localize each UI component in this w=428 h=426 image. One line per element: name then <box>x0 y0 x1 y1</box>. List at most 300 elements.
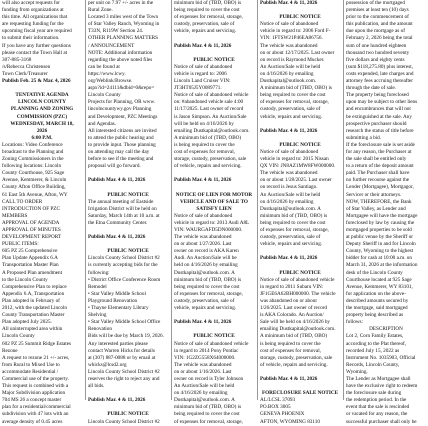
notice-text-line: at public venue by the Sheriff or <box>346 234 414 241</box>
notice-text-line: of expenses for removal, storage, <box>174 14 243 21</box>
notice-heading: PUBLIC NOTICE <box>193 333 235 340</box>
notice-text-line: Lincoln Land Cruiser VIN: <box>174 78 231 85</box>
notice-text-line: AFTON, WYOMING 83110 <box>260 418 320 425</box>
notice-text-line: Instrument No. 1035903, Official <box>346 354 416 361</box>
notice-text-line <box>2 85 82 92</box>
notice-text-line: on record is Jesus Santiago. <box>260 184 318 191</box>
notice-text-line: for application on the above- <box>346 290 406 297</box>
notice-heading: FORECLOSURE SALE NOTICE <box>261 390 339 397</box>
notice-text-line: prospective purchaser should <box>346 120 407 127</box>
notice-text-line: The vehicle was abandoned <box>260 42 318 49</box>
notice-text-line: Plan adopted July 2025. <box>2 319 52 326</box>
publish-dates: Publish Feb. 25 & Mar. 4, 2026 <box>2 78 71 85</box>
notice-text-line: Dustkapital@outlook.com. A <box>260 205 321 212</box>
notice-text-line: County Transportation Master <box>2 312 65 319</box>
notice-text-line: DESCRIPTION <box>369 326 403 333</box>
column-2 <box>88 0 168 425</box>
notice-text-line: the foreclosure sale during <box>346 390 402 397</box>
column-1 <box>2 0 82 425</box>
notice-text-line: is being required to cover the <box>174 141 235 148</box>
notice-text-line: of Star Valley Ranch, Wyoming in <box>88 21 160 28</box>
notice-text-line <box>88 390 168 397</box>
notice-text-line: An Auction/Sale will be held <box>260 191 321 198</box>
notice-text-line: Notice of sale of abandoned vehicle <box>174 92 249 99</box>
notice-text-line: Plan Update Appendix 6.A <box>2 255 58 262</box>
notice-text-line: Dustkapital@outlook.com. <box>260 78 317 85</box>
notice-text-line: /s/Rebecca Christensen <box>2 63 51 70</box>
notice-text-line <box>88 404 168 411</box>
notice-heading: PUBLIC NOTICE <box>279 141 321 148</box>
notice-text-line: to provide input. Those planning <box>88 141 156 148</box>
notice-text-line: of vehicle, repairs and servicing. <box>260 361 328 368</box>
notice-text-line: An Auction/Sale will be held <box>260 63 321 70</box>
notice-text-line: Town Clerk/Treasurer <box>2 70 48 77</box>
notice-text-line: to attend the public hearing and <box>88 134 154 141</box>
notice-text-line: Notice of sale of abandoned vehicle <box>174 340 249 347</box>
column-rule <box>343 0 344 400</box>
notice-text-line: An Auction/Sale will be held <box>174 383 235 390</box>
publish-dates: Publish Mar. 4 & 11, 2026 <box>174 319 232 326</box>
notice-text-line: according to the Plat thereof, <box>346 340 407 347</box>
notice-text-line: research the status of title before <box>346 127 414 134</box>
notice-text-line: County Afton Office Building, <box>2 184 66 191</box>
notice-heading: PUBLIC NOTICE <box>107 248 149 255</box>
notice-text-line: plan for a residential/commercial <box>2 404 71 411</box>
notice-text-line: on or about 12/17/2025. Last owner <box>260 49 335 56</box>
notice-text-line: on 4/16/2026 by emailing <box>260 198 314 205</box>
notice-text-line: JT3HT05J5Y0089771. <box>174 85 222 92</box>
column-5 <box>346 0 426 425</box>
column-3 <box>174 0 254 425</box>
notice-text-line: MEMBERS <box>2 212 28 219</box>
notice-text-line: through the date of sale. <box>346 85 396 92</box>
notice-text-line: 602 PZ 25 Summit Ridge Estates <box>2 340 72 347</box>
notice-text-line: All interested citizens are invited <box>88 127 157 134</box>
notice-text-line: successful purchaser shall only be <box>346 418 417 425</box>
notice-text-line: minimum bid of (TBD, OBO) is <box>260 212 328 219</box>
notice-text-line <box>88 170 168 177</box>
notice-text-line <box>174 184 254 191</box>
notice-text-line: of expenses for removal, storage, <box>260 227 329 233</box>
notice-text-line: be extinguished at the sale. Any <box>346 113 412 120</box>
notice-text-line: to submit their information. <box>2 35 60 42</box>
notice-text-line: premises at least ten (10) days <box>346 7 409 14</box>
notice-text-line <box>174 170 254 177</box>
notice-text-line: vehicle is regard to: 2006 <box>174 70 227 77</box>
notice-text-line: all bids. <box>88 383 105 390</box>
publish-dates: Publish Mar. 4 & 11, 2026 <box>88 234 146 241</box>
notice-text-line: Notice of sale of abandoned <box>174 212 233 219</box>
notice-text-line: If the foreclosure sale is set aside <box>346 141 415 148</box>
notice-text-line: the Etna Community Center. <box>88 219 148 226</box>
notice-text-line: Notice of sale of abandoned vehicle <box>260 276 335 283</box>
notice-text-line: minimum bid of (TBD, OBO) is <box>174 404 242 411</box>
notice-text-line: The Lender as Mortgagee shall <box>346 375 411 382</box>
notice-text-line: vehicle in regard to: 2006 Ford F- <box>260 28 331 35</box>
notice-text-line: five dollars and eighty cents <box>346 56 405 63</box>
notice-text-line: minimum bid of (TBD, OBO) is <box>174 276 242 283</box>
notice-text-line: The vehicle was abandoned <box>174 361 232 368</box>
publish-dates: Publish Mar. 4 & 11, 2026 <box>174 42 232 49</box>
notice-text-line: following locations: Lincoln <box>2 163 62 170</box>
notice-text-line: for any reason, the Purchaser at <box>346 148 412 155</box>
notice-text-line: org/Weblink/Browse. <box>88 78 133 85</box>
notice-text-line: accommodate Residential / <box>2 368 59 375</box>
notice-text-line <box>88 227 168 234</box>
column-rule <box>85 0 86 400</box>
notice-text-line: 2012, with the updated Lincoln <box>2 305 67 312</box>
publish-dates: Publish Mar. 4 & 11, 2026 <box>260 375 318 382</box>
notice-text-line: QX VIN: JN8AZ1MW8FW000000. <box>260 163 336 170</box>
notice-text-line: is currently accepting bids for the <box>88 262 158 269</box>
notice-text-line: GENEVA PHOENIX <box>260 411 305 418</box>
notice-text-line: County Courthouse, 925 Sage <box>2 170 65 177</box>
notice-text-line: vehicle, repairs and servicing. <box>260 113 323 120</box>
notice-text-line: CALL TO ORDER <box>2 198 43 205</box>
notice-text-line: A minimum bid of (TBD, OBO) <box>260 333 328 340</box>
column-4 <box>260 0 340 425</box>
notice-text-line: Remodel <box>88 283 107 290</box>
notice-text-line: submitting a bid. <box>346 134 382 141</box>
notice-text-line: Located 3 miles west of the Town <box>88 14 159 21</box>
notice-text-line: March 31, 2026 at the information <box>346 262 418 269</box>
notice-text-line: All uninterrupted area within <box>2 326 63 333</box>
notice-text-line: Notice of sale of abandoned <box>260 148 319 155</box>
notice-text-line: storage, custody, preservation, sale <box>174 156 247 163</box>
notice-heading: LINCOLN COUNTY <box>18 99 66 106</box>
notice-text-line <box>260 121 340 128</box>
notice-heading: NOTICE OF LIEN FOR MOTOR <box>175 191 253 198</box>
notice-text-line: Wyoming. <box>346 368 368 375</box>
notice-text-line: is being required to cover the <box>260 340 321 347</box>
notice-text-line: on 4/16/2026 by emailing <box>174 390 228 397</box>
notice-text-line: per unit on 7.97 +/- acres in the <box>88 0 154 6</box>
notice-text-line: Comprehensive Plan to replace <box>2 283 67 290</box>
notice-text-line: Appendix 6.A, Transportation <box>2 290 65 297</box>
notice-text-line: A minimum bid of (TBD, OBO) is <box>260 85 332 92</box>
notice-heading: WEDNESDAY, MARCH 18, <box>10 120 74 127</box>
notice-text-line: the redemption period. In the <box>346 397 407 404</box>
notice-text-line: and Agendas. <box>88 120 116 127</box>
notice-text-line: aspx?id=24111&dbid=0&repo= <box>88 85 155 92</box>
notice-text-line: from Rural to Mixed Use to <box>2 361 60 368</box>
notice-heading: PUBLIC NOTICE <box>107 411 149 418</box>
notice-text-line: 605 PZ 25 Comprehensive <box>2 248 58 255</box>
notice-text-line: average density of 0.45 acres <box>2 418 63 425</box>
notice-text-line: Saturday, March 14th at 10 a.m. at <box>88 212 160 219</box>
notice-text-line: is AKA Colorado. An Auction/ <box>260 312 324 319</box>
notice-heading: VEHICLE AND OF SALE TO <box>180 198 248 205</box>
notice-text-line: JF1GE6A62BH000000. The vehicle <box>260 290 336 297</box>
notice-heading: PUBLIC NOTICE <box>107 191 149 198</box>
notice-text-line: this publication, and the amount <box>346 21 413 28</box>
notice-text-line: Projects for Planning, OR www. <box>88 99 156 106</box>
notice-text-line: lincolncountywy.gov Planning <box>88 106 152 113</box>
notice-text-line: will be held on 4/16/2026 by <box>174 120 234 127</box>
notice-text-line: Sale will be held on 4/16/2026 by <box>260 319 331 326</box>
notice-text-line: described amounts secured by <box>346 297 409 304</box>
publish-dates: Publish Mar. 4 & 11, 2026 <box>88 397 146 404</box>
notice-text-line: February 2, 2026 being the total <box>346 35 413 42</box>
notice-text-line: Irrigation District will be held on <box>88 205 157 212</box>
notice-text-line: APPROVAL OF AGENDA <box>2 219 60 226</box>
notice-text-line: before to see if the meeting and <box>88 156 154 163</box>
notice-heading: PUBLIC NOTICE <box>193 56 235 63</box>
notice-text-line: vehicle, repairs and servicing. <box>174 305 237 312</box>
notice-heading: PUBLIC NOTICE <box>279 269 321 276</box>
notice-text-line: / ANNOUNCEMENT <box>88 42 135 49</box>
notice-text-line: Major Subdivision application <box>2 390 66 397</box>
notice-text-line: please contact the Town Hall at <box>2 49 68 56</box>
notice-heading: PUBLIC NOTICE <box>279 14 321 21</box>
notice-text-line: owner on record is Tyler Johnson <box>174 375 244 382</box>
notice-text-line: Dustkapital@outlook.com. A <box>174 269 235 276</box>
notice-text-line: Zoning Commissioners in the <box>2 156 64 163</box>
notice-text-line: • Star Valley Middle School <box>88 290 146 297</box>
notice-text-line: custody, preservation, sale of <box>260 234 321 241</box>
notice-text-line: and encumbrances that will not <box>346 106 411 113</box>
notice-text-line: 704 MS 26 a concept master <box>2 397 62 404</box>
notice-text-line: vehicle in regard to: 2015 Nissan <box>260 156 329 163</box>
notice-text-line: thousand two hundred seventy <box>346 49 410 56</box>
notice-text-line: • Star Valley Middle School Office <box>88 319 161 326</box>
notice-text-line: Lender (Mortgagee), Mortgagor, <box>346 184 414 191</box>
notice-text-line: Deputy Sheriff in and for Lincoln <box>346 241 416 248</box>
notice-heading: SATISFY LIEN <box>196 205 232 212</box>
notice-text-line: Shelving <box>88 312 107 319</box>
column-rule <box>257 0 258 400</box>
notice-text-line: Audi. An Auction/Sale will be <box>174 255 237 262</box>
notice-text-line: of Star Valley, as Lender and <box>346 205 406 212</box>
notice-text-line: A minimum bid of (TBD, OBO) <box>174 134 242 141</box>
notice-text-line: Renovation <box>88 326 112 333</box>
notice-text-line: on: #abandoned vehicle sale 4:00 <box>174 99 244 106</box>
notice-text-line: reserves the right to reject any and <box>88 375 160 382</box>
notice-text-line: Playground Renovation <box>88 297 138 304</box>
notice-text-line: vehicle, repairs and servicing. <box>174 28 237 35</box>
notice-text-line: are requesting funding for the <box>2 21 64 28</box>
notice-text-line: custody, preservation, sale of <box>174 21 235 28</box>
notice-text-line: and Development, PZC Meetings <box>88 113 158 120</box>
notice-text-line: proposal will go forward. <box>88 163 141 170</box>
notice-heading: TENTATIVE AGENDA <box>15 92 69 99</box>
notice-text-line: (sum $118,275.80) plus interest, <box>346 63 413 70</box>
notice-text-line: NOW, THEREFORE, the Bank <box>346 198 412 205</box>
notice-text-line: upon may be subject to other liens <box>346 99 418 106</box>
notice-text-line: of expenses for removal, storage, <box>174 418 243 425</box>
notice-text-line: A request to rezone 21 +/- acres, <box>2 354 70 361</box>
notice-text-line: attorney fees accruing thereafter <box>346 78 413 85</box>
notice-text-line: was abandoned on or about <box>260 297 317 304</box>
notice-text-line: on or about 1/28/2025. Last owner <box>260 177 332 184</box>
notice-text-line: being required to cover the cost <box>260 92 326 99</box>
notice-text-line: • District Office Conference Room <box>88 276 161 283</box>
notice-text-line: being required to cover the cost <box>174 7 240 14</box>
notice-text-line: have the exclusive right to redeem <box>346 383 418 390</box>
notice-text-line: funding from organizations at <box>2 7 64 14</box>
notice-text-line: AL/LCSL 37093 <box>260 397 296 404</box>
column-rule <box>171 0 172 400</box>
notice-text-line: of expenses for removal, storage, <box>174 290 243 297</box>
notice-text-line: or vacated for any reason, the <box>346 411 408 418</box>
notice-text-line: Dustkapital@outlook.com. A <box>174 397 235 404</box>
notice-text-line: vehicle, repairs and servicing. <box>260 241 323 248</box>
notice-text-line: emailing Dustkapital@outlook.com. <box>260 326 336 333</box>
notice-text-line: 11/17/2025. Last owner of record <box>174 106 244 113</box>
notice-text-line: minimum bid of (TBD, OBO) is <box>174 0 242 6</box>
notice-text-line: cost of expenses for removal, <box>174 148 235 155</box>
notice-text-line: property being described as <box>346 312 404 319</box>
notice-text-line: Avenue, Kemmerer, & Lincoln <box>2 177 67 184</box>
notice-text-line: Plan adopted in February of <box>2 297 60 304</box>
notice-text-line: follows: <box>346 319 364 326</box>
notice-text-line: OTHER PLANNING MATTERS <box>88 35 159 42</box>
notice-text-line: 307-885-3168 <box>2 56 32 63</box>
notice-text-line: of expenses for removal, storage, <box>260 99 329 106</box>
notice-text-line: subdivision with 47 lots with an <box>2 411 69 418</box>
notice-text-line: regarding the above noted files <box>88 56 153 63</box>
notice-text-line: on or about 1/16/2026. Last <box>174 368 232 375</box>
notice-text-line: PO.BOX 3005 <box>260 404 291 411</box>
notice-text-line: in regard to 2011 Subaru VIN: <box>260 283 324 290</box>
notice-text-line <box>260 383 340 390</box>
notice-text-line: no further recourse against the <box>346 177 410 184</box>
notice-text-line: The property being foreclosed <box>346 92 409 99</box>
notice-text-line: Courthouse located at 925 Sage <box>346 276 412 283</box>
notice-text-line: Lincoln County <box>88 92 121 99</box>
notice-text-line: this time. All organizations that <box>2 14 68 21</box>
notice-text-line: INTRODUCTION OF PZC <box>2 205 60 212</box>
notice-text-line <box>174 35 254 42</box>
notice-text-line <box>174 326 254 333</box>
notice-text-line <box>260 135 340 142</box>
notice-text-line <box>174 50 254 57</box>
notice-text-line: custody, preservation, sale of <box>174 297 235 304</box>
notice-text-line: The vehicle was abandoned <box>174 234 232 241</box>
notice-text-line: recorded July 15, 2022 as <box>346 347 400 354</box>
notice-text-line: the sale shall be entitled only <box>346 156 407 163</box>
notice-text-line: 1/26/2025. Last owner of record <box>260 305 327 312</box>
notice-text-line: Commercial use of the property. <box>2 375 69 382</box>
notice-text-line: broadcast to the Planning and <box>2 148 64 155</box>
publish-dates: Publish Mar. 4 & 11, 2026 <box>174 177 232 184</box>
notice-text-line: T33N, R119W Section 24. <box>88 28 144 35</box>
notice-text-line: upcoming fiscal year are required <box>2 28 72 35</box>
notice-text-line: The annual meeting of Eastside <box>88 198 154 205</box>
notice-text-line: This request is combined with a <box>2 383 69 390</box>
notice-text-line <box>260 262 340 269</box>
notice-text-line: NOTE: Additional information <box>88 49 153 56</box>
notice-text-line: emailing Dustkapital@outlook.com. <box>174 127 250 134</box>
publish-dates: Publish Mar. 4 & 11, 2026 <box>260 0 318 6</box>
notice-text-line: Notice of sale of abandoned <box>174 63 233 70</box>
notice-text-line: costs expended, late charges and <box>346 70 414 77</box>
notice-text-line: paid. The Purchaser shall have <box>346 170 410 177</box>
notice-text-line: in regard to 2014 Pony Pontiac <box>174 347 239 354</box>
notice-text-line: desk of the Lincoln County <box>346 269 403 276</box>
notice-text-line: due upon the mortgage as of <box>346 28 405 35</box>
notice-text-line: whicks@lcsd2.org <box>88 361 127 368</box>
notice-text-line: storage, custody, preservation, sale <box>260 354 333 361</box>
notice-text-line: Notice of sale of abandoned <box>260 21 319 28</box>
notice-text-line: of vehicle, repairs and servicing. <box>174 163 242 170</box>
notice-text-line: • Thayne Elementary Library <box>88 305 149 312</box>
notice-heading: 2026 <box>36 127 48 134</box>
notice-text-line: on attending may call the day <box>88 148 150 155</box>
notice-heading: COMMISSION (PZC) <box>16 113 68 120</box>
notice-text-line: APPROVAL OF MINUTES <box>2 227 61 233</box>
notice-text-line: VIN: 1G2ZG558X64000000. <box>174 354 236 361</box>
notice-text-line: Lincoln County <box>2 333 35 340</box>
notice-text-line: event that the sale is rescinded <box>346 404 410 411</box>
publish-dates: Publish Mar. 4 & 11, 2026 <box>260 127 318 134</box>
notice-text-line: is Jason Simpson. An Auction/Sale <box>174 113 247 120</box>
notice-text-line: at (307) 887-0088 or by email at <box>88 354 156 361</box>
notice-text-line: bidder for cash at 10:00 a.m. on <box>346 255 412 262</box>
notice-text-line: Mortgagee will have the mortgage <box>346 212 418 219</box>
notice-text-line: on 4/16/2026 by emailing <box>260 70 314 77</box>
notice-text-line: owner on record is AKA Karen <box>174 248 239 255</box>
notice-text-line: will also accept requests for <box>2 0 60 6</box>
notice-text-line: the mortgage, said mortgaged <box>346 305 408 312</box>
notice-text-line: can be found at <box>88 63 120 70</box>
notice-text-line: Bids will be due by March 19, 2026. <box>88 333 164 340</box>
notice-text-line: being required to cover the cost <box>174 283 240 290</box>
notice-text-line: The vehicle was abandoned <box>260 170 318 177</box>
notice-text-line: being required to cover the cost <box>260 219 326 226</box>
notice-text-line: A Proposed Plan amendment <box>2 269 63 276</box>
notice-text-line <box>260 248 340 255</box>
notice-text-line: cost of expenses for removal, <box>260 347 321 354</box>
notice-text-line: foreclosed by law by causing the <box>346 219 415 226</box>
notice-text-line: Servicer or their attorneys. <box>346 191 402 198</box>
notice-text-line <box>88 184 168 191</box>
notice-text-line <box>260 7 340 14</box>
notice-text-line: Lincoln County School District #2 <box>88 255 160 262</box>
notice-text-line: custody, preservation, sale of <box>260 106 321 113</box>
notice-text-line: on or about 1/27/2026. Last <box>174 241 232 248</box>
notice-text-line: to a return of the deposit amount <box>346 163 414 170</box>
notice-text-line: Lincoln County School District #2 <box>88 368 160 375</box>
notice-text-line: VIN: 1FTSW21P46EA86756. <box>260 35 323 42</box>
notice-text-line: DEVELOPMENT REPORT <box>2 234 62 241</box>
notice-text-line: Avenue, Kemmerer, WY 83101, <box>346 283 413 290</box>
notice-heading: PLANNING AND ZONING <box>10 106 74 113</box>
notice-text-line: County, Wyoming to the highest <box>346 248 414 255</box>
publish-dates: Publish Mar. 4 & 11, 2026 <box>88 177 146 184</box>
notice-text-line: https://www.lcwy. <box>88 70 126 77</box>
notice-text-line: PUBLIC ITEMS: <box>2 241 39 248</box>
notice-text-line: 61 East 5th Avenue, Afton, WY <box>2 191 68 198</box>
notice-text-line: Records, Lincoln County, <box>346 361 400 368</box>
notice-text-line: Locations: Video Conference <box>2 141 63 148</box>
notice-text-line: vehicle in regard to: 2013 Audi A8L <box>174 219 250 226</box>
notice-text-line <box>260 369 340 376</box>
notice-text-line: following: <box>88 269 110 276</box>
notice-text-line: contact Warren Hicks for details <box>88 347 155 354</box>
notice-text-line: to the Lincoln County <box>2 276 48 283</box>
notice-text-line <box>88 241 168 248</box>
notice-text-line <box>174 312 254 319</box>
notice-text-line: Lot 2, Corn Family Estates, <box>346 333 404 340</box>
notice-text-line: Any interested parties please <box>88 340 148 347</box>
notice-text-line: prior to the commencement of <box>346 14 409 21</box>
notice-heading: 6:00 P.M. <box>31 134 53 141</box>
notice-text-line: Lincoln County School District #2 <box>88 418 160 425</box>
notice-text-line: Rural Zone. <box>88 7 113 14</box>
notice-text-line: VIN: WAURGAFD5DN000000. <box>174 227 243 233</box>
notice-text-line: If you have any further questions <box>2 42 71 49</box>
